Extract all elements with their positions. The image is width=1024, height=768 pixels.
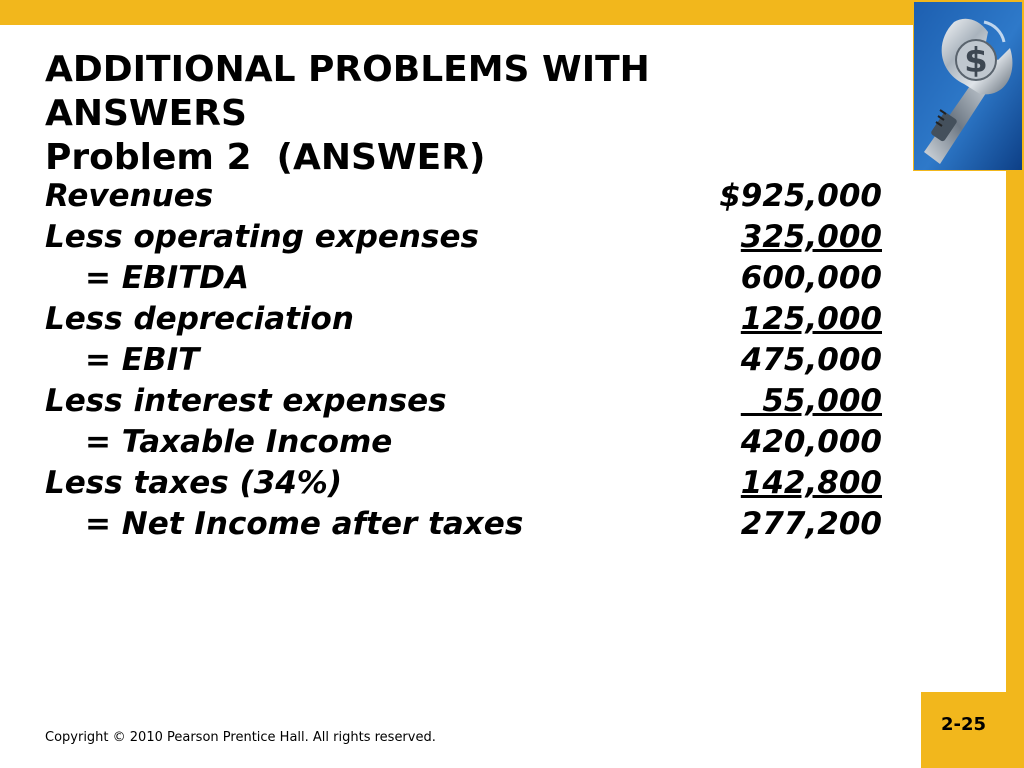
page-number: 2-25	[940, 714, 987, 735]
row-label: Less taxes (34%)	[45, 465, 343, 501]
statement-row-net-income	[45, 506, 887, 547]
row-label: = EBIT	[85, 342, 200, 378]
row-value: 420,000	[740, 424, 882, 460]
row-value: 600,000	[740, 260, 882, 296]
row-value: 142,800	[740, 465, 882, 501]
row-value: 325,000	[740, 219, 882, 255]
statement-row-ebitda	[45, 260, 887, 301]
income-statement	[45, 178, 887, 547]
statement-row-operating-expenses	[45, 219, 887, 260]
row-label: = EBITDA	[85, 260, 249, 296]
statement-row-taxes	[45, 465, 887, 506]
statement-row-depreciation	[45, 301, 887, 342]
statement-row-interest-expenses	[45, 383, 887, 424]
title-line-2: ANSWERS	[45, 93, 247, 134]
row-value: 277,200	[740, 506, 882, 542]
title-line-3: Problem 2 (ANSWER)	[45, 137, 486, 178]
row-label: = Net Income after taxes	[85, 506, 524, 542]
statement-row-ebit	[45, 342, 887, 383]
row-label: = Taxable Income	[85, 424, 393, 460]
title-line-1: ADDITIONAL PROBLEMS WITH	[45, 49, 650, 90]
statement-row-revenues	[45, 178, 887, 219]
slide-title	[45, 48, 905, 180]
row-value: 55,000	[740, 383, 882, 419]
row-value: 125,000	[740, 301, 882, 337]
row-label: Less depreciation	[45, 301, 354, 337]
row-label: Less operating expenses	[45, 219, 479, 255]
statement-row-taxable-income	[45, 424, 887, 465]
wrench-dollar-icon	[914, 2, 1022, 170]
copyright-notice: Copyright © 2010 Pearson Prentice Hall. All rights reserved.	[45, 730, 436, 745]
row-value: $925,000	[719, 178, 882, 214]
row-value: 475,000	[740, 342, 882, 378]
top-accent-bar	[0, 0, 1024, 25]
svg-text:$: $	[964, 41, 988, 81]
row-label: Less interest expenses	[45, 383, 447, 419]
row-label: Revenues	[45, 178, 214, 214]
